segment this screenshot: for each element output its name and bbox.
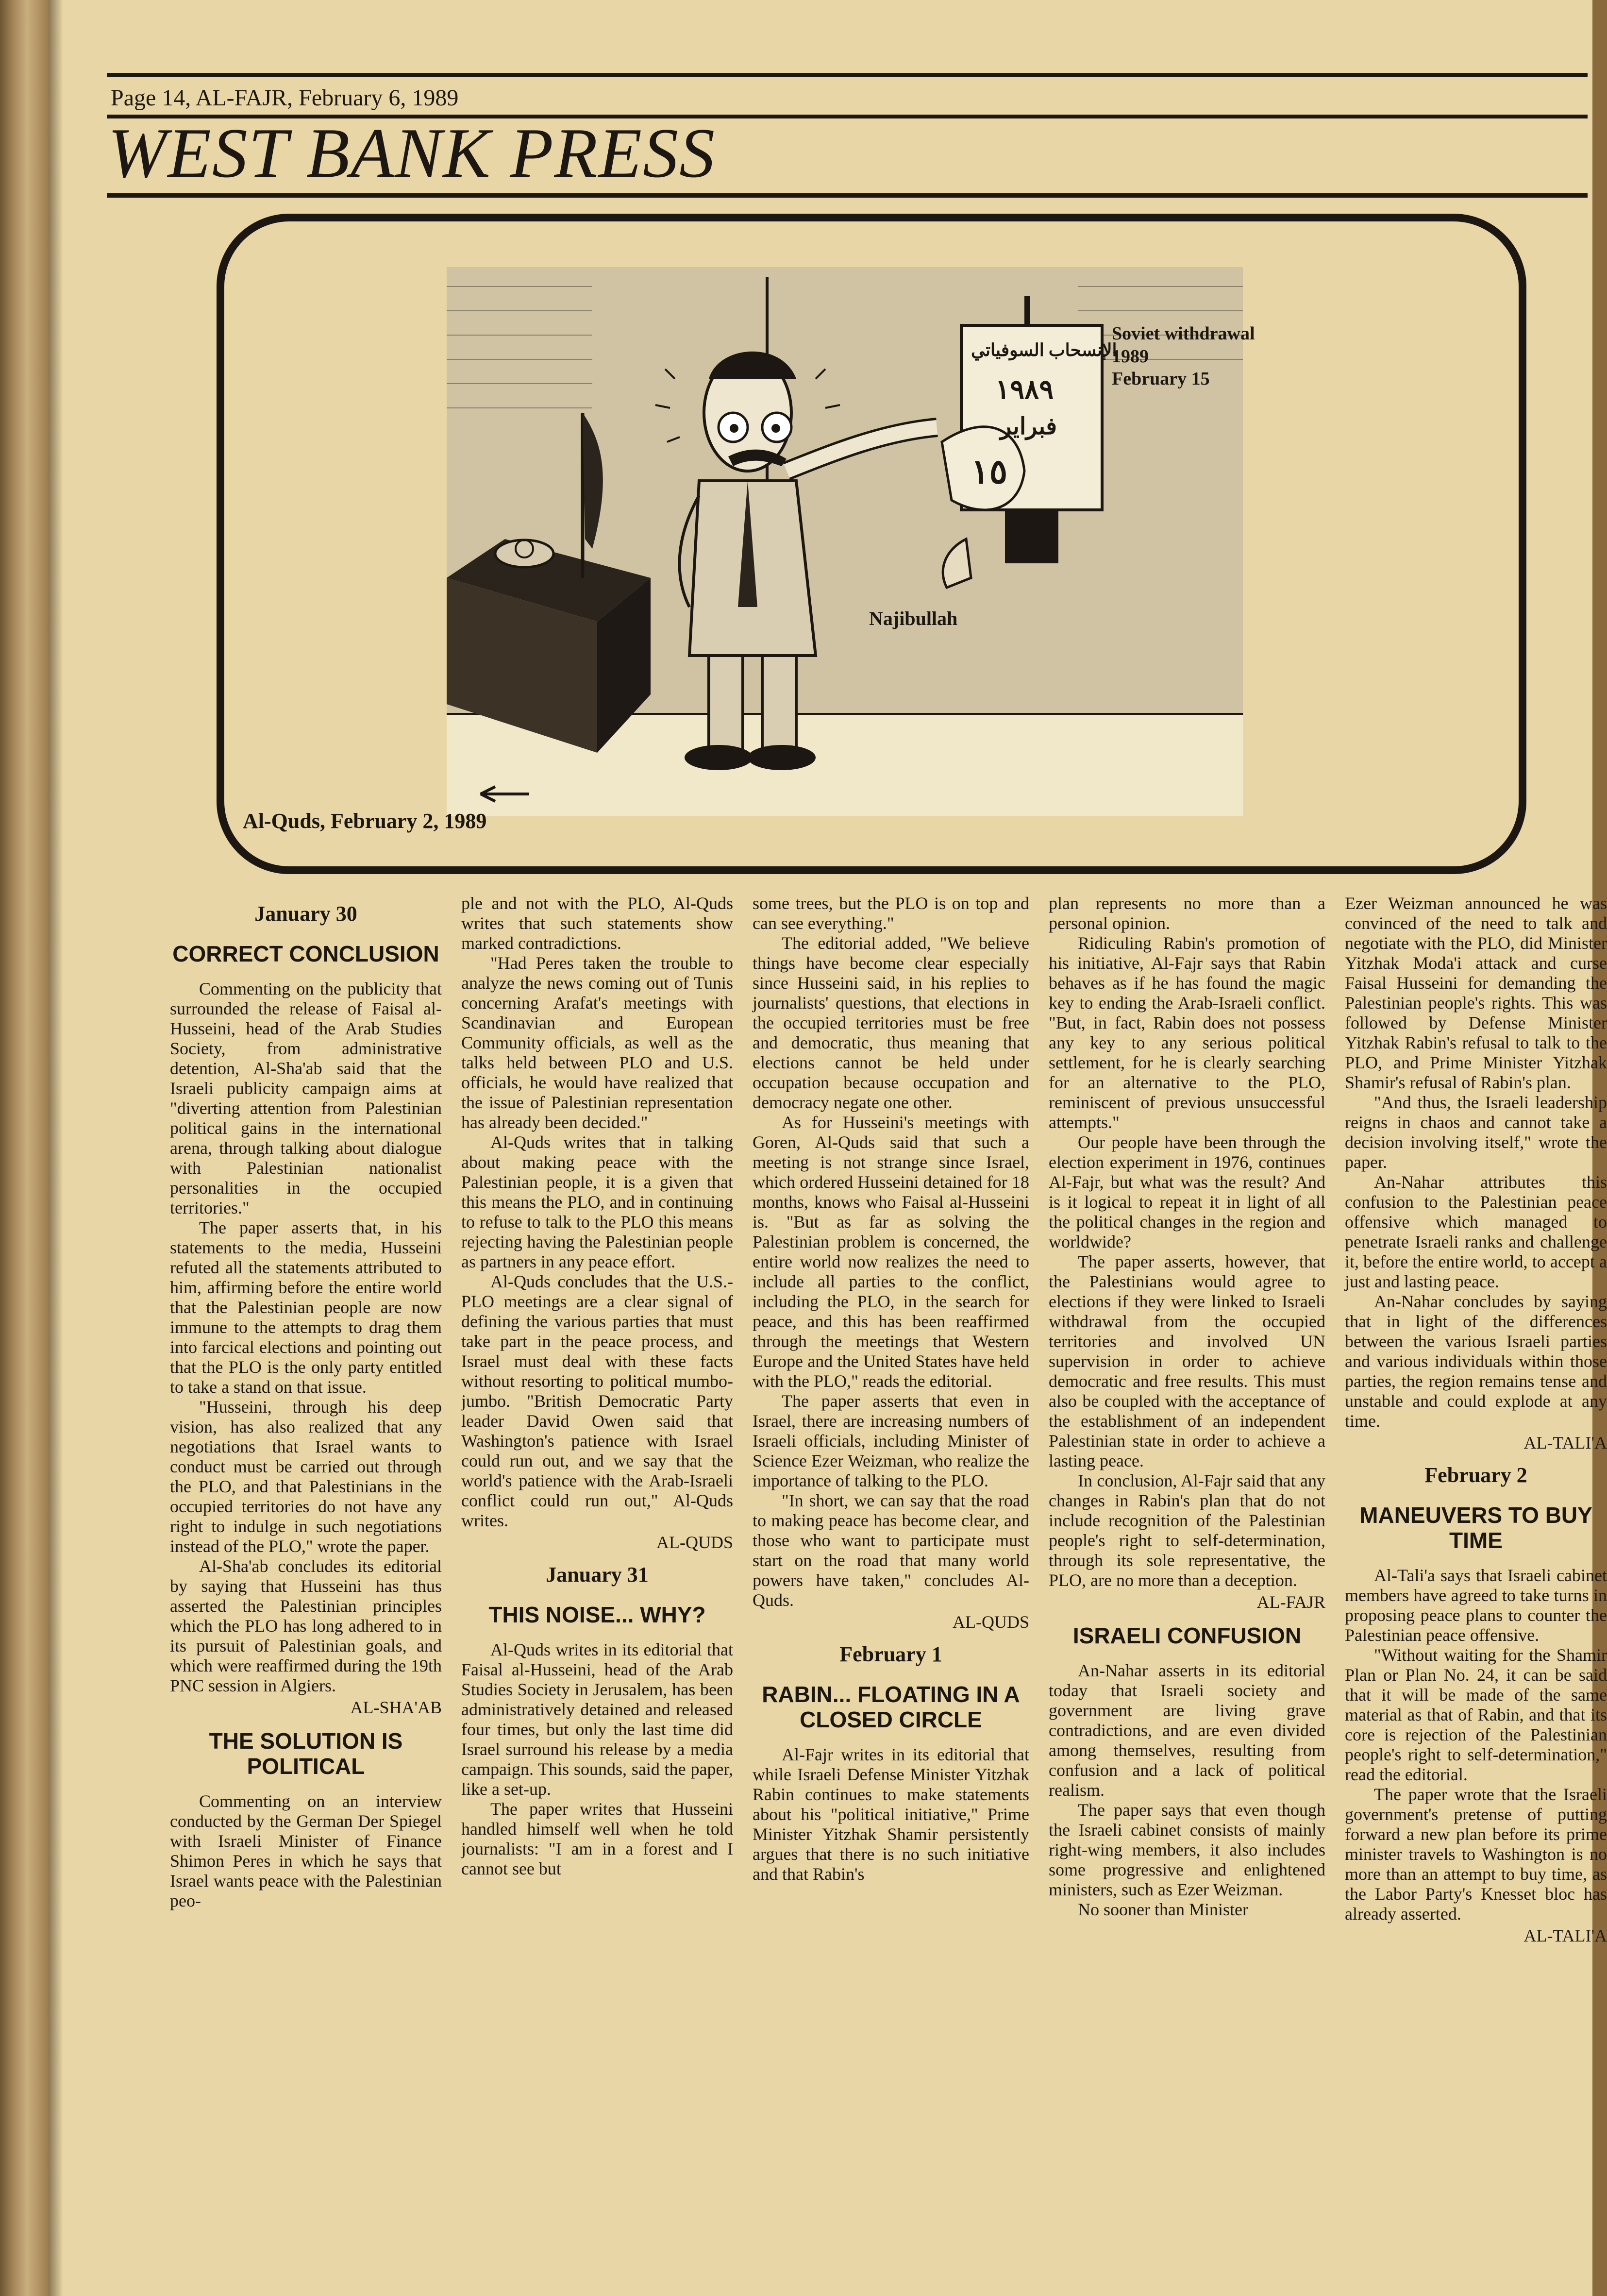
binding-shadow — [49, 0, 63, 2296]
date-heading: February 2 — [1424, 1463, 1527, 1487]
paragraph: The paper wrote that the Israeli government's pretense of putting forward a new plan before its prime minister travels to Washington is no more than an attempt to buy time, as the Labor Party's Knesset bloc has already asserted. — [1345, 1785, 1607, 1924]
masthead-bottom-rule — [107, 193, 1588, 198]
paragraph: Commenting on an interview conducted by the German Der Spiegel with Israeli Minister of Finance Shimon Peres in which he says that Israel wants peace with the Palestinian peo- — [170, 1791, 442, 1910]
label-najibullah: Najibullah — [869, 608, 958, 629]
column-3 — [753, 894, 1029, 2282]
paragraph: The paper asserts, however, that the Palestinians would agree to elections if they were linked to Israeli withdrawal from the occupied territories and involved UN supervision in order to achieve democratic and free results. This must also be coupled with the acceptance of the establishment of an independent Palestinian state in order to achieve a lasting peace. — [1049, 1252, 1325, 1470]
paragraph: As for Husseini's meetings with Goren, Al-Quds said that such a meeting is not strange since Israel, which ordered Husseini detained for 18 months, knows who Faisal al-Husseini is. "But as far as solving the Palestinian problem is concerned, the entire world now realizes the need to include all parties to the conflict, including the PLO, in the search for peace, and this has been reaffirmed through the meetings that Western Europe and the United States have held with the PLO," reads the editorial. — [753, 1113, 1029, 1391]
calendar-arabic-heading: الإنسحاب السوفياتي — [971, 340, 1117, 360]
paragraph: some trees, but the PLO is on top and can see everything." — [753, 894, 1029, 933]
political-cartoon — [447, 267, 1255, 816]
paragraph: Ezer Weizman announced he was convinced of the need to talk and negotiate with the PLO, did Minister Yitzhak Moda'i attack and curse Faisal Husseini for demanding the Palestinian people's rights. This was followed by Defense Minister Yitzhak Rabin's refusal to talk to the PLO, and Prime Minister Yitzhak Shamir's refusal of Rabin's plan. — [1345, 894, 1607, 1092]
paragraph: "Husseini, through his deep vision, has also realized that any negotiations that Israel wants to conduct must be carried out through the PLO, and that Palestinians in the occupied territories do not have any right to indulge in such negotiations instead of the PLO," wrote the paper. — [170, 1397, 442, 1556]
label-soviet-withdrawal: Soviet withdrawal — [1112, 323, 1255, 344]
column-5 — [1345, 894, 1607, 2282]
paragraph: An-Nahar concludes by saying that in light of the differences between the various Israeli parties and various individuals within those parties, the region remains tense and unstable and could explode at any time. — [1345, 1292, 1607, 1431]
article-headline: THIS NOISE... WHY? — [488, 1602, 706, 1627]
article-headline: THE SOLUTION IS POLITICAL — [209, 1728, 403, 1779]
paragraph: Our people have been through the election experiment in 1976, continues Al-Fajr, but what was the result? And is it logical to repeat it in light of all the political changes in the region and worldwide? — [1049, 1132, 1325, 1251]
source-credit: AL-SHA'AB — [350, 1698, 442, 1717]
paragraph: Al-Quds concludes that the U.S.-PLO meetings are a clear signal of defining the various parties that must take part in the peace process, and Israel must deal with these facts without resorting to political mumbo-jumbo. "British Democratic Party leader David Owen said that Washington's patience with Israel could run out, and we say that the world's patience with the Arab-Israeli conflict could run out," Al-Quds writes. — [461, 1272, 733, 1530]
paragraph: The paper says that even though the Israeli cabinet consists of mainly right-wing members, it also includes some progressive and enlightened ministers, such as Ezer Weizman. — [1049, 1800, 1325, 1899]
paragraph: Al-Quds writes that in talking about making peace with the Palestinian people, it is a given that this means the PLO, and in continuing to refuse to talk to the PLO this means rejecting having the Palestinian people as partners in any peace effort. — [461, 1132, 733, 1271]
label-year: 1989 — [1112, 346, 1149, 367]
paragraph: No sooner than Minister — [1078, 1900, 1248, 1919]
paragraph: "Had Peres taken the trouble to analyze the news coming out of Tunis concerning Arafat's meetings with Scandinavian and European Community officials, as well as the talks held between PLO and U.S. officials, he would have realized that the issue of Palestinian representation has already been decided." — [461, 953, 733, 1132]
column-2 — [461, 894, 733, 2282]
page-line: Page 14, AL-FAJR, February 6, 1989 — [111, 85, 459, 111]
paragraph: "And thus, the Israeli leadership reigns in chaos and cannot take a decision involving itself," wrote the paper. — [1345, 1093, 1607, 1172]
paragraph: In conclusion, Al-Fajr said that any changes in Rabin's plan that do not include recognition of the Palestinian people's right to self-determination, through its sole representative, the PLO, are no more than a deception. — [1049, 1471, 1325, 1590]
paragraph: Al-Quds writes in its editorial that Faisal al-Husseini, head of the Arab Studies Society in Jerusalem, has been administratively detained and released four times, but only the last time did Israel surround his release by a media campaign. This sounds, said the paper, like a set-up. — [461, 1640, 733, 1799]
paragraph: "In short, we can say that the road to making peace has become clear, and those who want to participate must start on the road that many world powers have taken," concludes Al-Quds. — [753, 1491, 1029, 1610]
paragraph: The paper asserts that, in his statements to the media, Husseini refuted all the statements attributed to him, affirming before the entire world that the Palestinian people are now immune to the attempts to drag them into farcical elections and pointing out that the PLO is the only party entitled to take a stand on that issue. — [170, 1218, 442, 1397]
binding-spine — [0, 0, 49, 2296]
paragraph: The editorial added, "We believe things have become clear especially since Husseini said, in his replies to journalists' questions, that elections in the occupied territories must be free and democratic, thus meaning that elections cannot be held under occupation because occupation and democracy negate one other. — [753, 933, 1029, 1112]
section-title: WEST BANK PRESS — [108, 114, 716, 192]
date-heading: January 31 — [546, 1563, 649, 1587]
article-headline: RABIN... FLOATING IN A CLOSED CIRCLE — [762, 1682, 1020, 1732]
article-headline: MANEUVERS TO BUY TIME — [1359, 1503, 1592, 1553]
column-1 — [170, 894, 442, 2282]
date-heading: January 30 — [254, 902, 357, 926]
top-rule — [107, 73, 1588, 77]
article-headline: CORRECT CONCLUSION — [172, 941, 439, 966]
article-headline: ISRAELI CONFUSION — [1072, 1623, 1302, 1648]
paragraph: ple and not with the PLO, Al-Quds writes that such statements show marked contradictions. — [461, 894, 733, 953]
paragraph: plan represents no more than a personal opinion. — [1049, 894, 1325, 933]
source-credit: AL-TALI'A — [1523, 1926, 1607, 1945]
calendar-year: ١٩٨٩ — [995, 375, 1054, 405]
source-credit: AL-TALI'A — [1523, 1433, 1607, 1452]
paragraph: Al-Fajr writes in its editorial that while Israeli Defense Minister Yitzhak Rabin continues to make statements about his "political initiative," Prime Minister Yitzhak Shamir persistently argues that there is no such initiative and that Rabin's — [753, 1745, 1029, 1884]
calendar-month: فبراير — [1000, 414, 1057, 439]
paragraph: Commenting on the publicity that surrounded the release of Faisal al-Husseini, head of the Arab Studies Society, from administrative detention, Al-Sha'ab said that the Israeli publicity campaign aims at "diverting attention from Palestinian political gains in the international arena, through talking about dialogue with Palestinian nationalist personalities in the occupied territories." — [170, 979, 442, 1217]
date-heading: February 1 — [839, 1642, 942, 1666]
source-credit: AL-QUDS — [656, 1533, 733, 1552]
paragraph: Al-Tali'a says that Israeli cabinet members have agreed to take turns in proposing peace plans to counter the Palestinian peace offensive. — [1345, 1566, 1607, 1645]
paragraph: The paper writes that Husseini handled himself well when he told journalists: "I am in a forest and I cannot see but — [461, 1799, 733, 1878]
label-date: February 15 — [1112, 369, 1210, 389]
source-credit: AL-FAJR — [1256, 1592, 1325, 1612]
paragraph: An-Nahar attributes this confusion to the Palestinian peace offensive which managed to penetrate Israeli ranks and challenge it, before the entire world, to accept a just and lasting peace. — [1345, 1172, 1607, 1291]
calendar-day: ١٥ — [971, 454, 1008, 491]
column-4 — [1049, 894, 1325, 2282]
paragraph: "Without waiting for the Shamir Plan or Plan No. 24, it can be said that it will be made of the same material as that of Rabin, and that its core is rejection of the Palestinian people's right to self-determination," read the editorial. — [1345, 1645, 1607, 1784]
source-credit: AL-QUDS — [953, 1612, 1029, 1632]
paragraph: An-Nahar asserts in its editorial today that Israeli society and government are living grave contradictions, and are even divided among themselves, resulting from confusion and a lack of political realism. — [1049, 1661, 1325, 1800]
paragraph: Al-Sha'ab concludes its editorial by saying that Husseini has thus asserted the Palestinian principles which the PLO has long adhered to in its pursuit of Palestinian goals, and which were reaffirmed during the 19th PNC session in Algiers. — [170, 1556, 442, 1695]
cartoon-credit: Al-Quds, February 2, 1989 — [243, 809, 487, 833]
paragraph: Ridiculing Rabin's promotion of his initiative, Al-Fajr says that Rabin behaves as if he has found the magic key to ending the Arab-Israeli conflict. "But, in fact, Rabin does not possess any key to any serious political settlement, for he is clearly searching for an alternative to the PLO, reminiscent of previous unsuccessful attempts." — [1049, 933, 1325, 1132]
paragraph: The paper asserts that even in Israel, there are increasing numbers of Israeli officials, including Minister of Science Ezer Weizman, who realize the importance of talking to the PLO. — [753, 1391, 1029, 1490]
